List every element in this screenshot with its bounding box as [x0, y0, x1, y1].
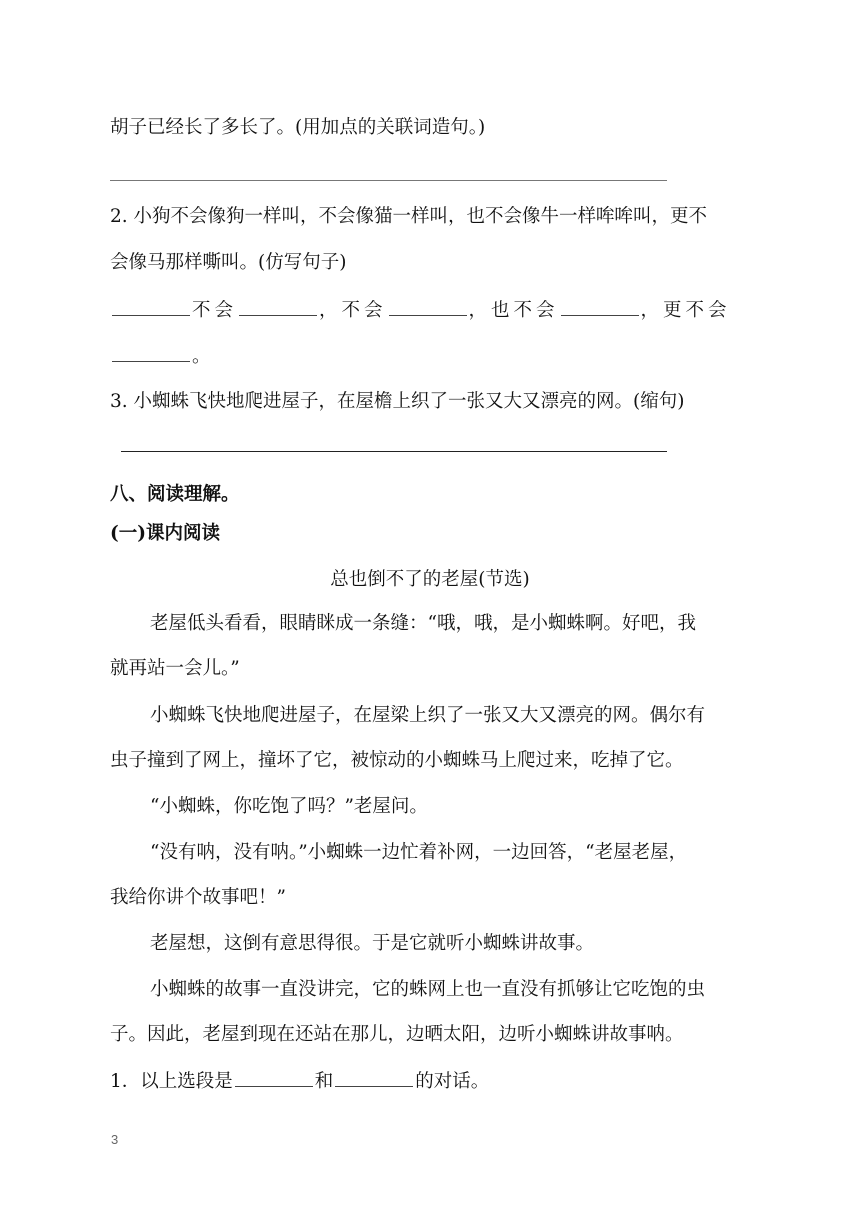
passage-paragraph-1: 老屋低头看看，眼睛眯成一条缝：“哦，哦，是小蜘蛛啊。好吧，我	[150, 613, 696, 634]
blank	[112, 343, 190, 362]
passage-paragraph-4: “没有呐，没有呐。”小蜘蛛一边忙着补网，一边回答，“老屋老屋，	[150, 842, 688, 863]
subsection-heading: (一)课内阅读	[110, 523, 221, 544]
passage-paragraph-6: 小蜘蛛的故事一直没讲完，它的蛛网上也一直没有抓够让它吃饱的虫	[150, 979, 706, 1000]
reading-question-1	[110, 1068, 489, 1095]
blank	[389, 297, 467, 316]
question-2-fill-end	[110, 343, 211, 370]
fill-word: 。	[192, 346, 211, 367]
question-text: 和	[314, 1071, 334, 1092]
passage-title: 总也倒不了的老屋(节选)	[330, 569, 530, 590]
fill-word: 不会	[192, 300, 238, 321]
question-2-fill-in	[110, 297, 731, 324]
passage-paragraph-3: “小蜘蛛，你吃饱了吗？”老屋问。	[150, 796, 428, 817]
passage-paragraph-1-cont: 就再站一会儿。”	[110, 658, 240, 679]
blank	[561, 297, 639, 316]
blank	[235, 1068, 313, 1087]
passage-paragraph-5: 老屋想，这倒有意思得很。于是它就听小蜘蛛讲故事。	[150, 933, 595, 954]
blank	[112, 297, 190, 316]
question-sentence-prev: 胡子已经长了多长了。(用加点的关联词造句。)	[110, 117, 486, 138]
blank	[335, 1068, 413, 1087]
passage-paragraph-6-cont: 子。因此，老屋到现在还站在那儿，边晒太阳，边听小蜘蛛讲故事呐。	[110, 1024, 684, 1045]
question-2-line-2: 会像马那样嘶叫。(仿写句子)	[110, 252, 347, 273]
answer-line-prev	[110, 180, 667, 181]
fill-word: ，也不会	[468, 300, 559, 321]
question-3: 3. 小蜘蛛飞快地爬进屋子，在屋檐上织了一张又大又漂亮的网。(缩句)	[110, 391, 685, 412]
passage-paragraph-2: 小蜘蛛飞快地爬进屋子，在屋梁上织了一张又大又漂亮的网。偶尔有	[150, 705, 706, 726]
fill-word: ，不会	[319, 300, 387, 321]
blank	[239, 297, 317, 316]
page-number: 3	[111, 1132, 119, 1147]
passage-paragraph-2-cont: 虫子撞到了网上，撞坏了它，被惊动的小蜘蛛马上爬过来，吃掉了它。	[110, 750, 684, 771]
passage-paragraph-4-cont: 我给你讲个故事吧！”	[110, 887, 286, 908]
question-text: 的对话。	[415, 1071, 490, 1092]
answer-line-3	[121, 451, 667, 452]
section-heading: 八、阅读理解。	[110, 484, 240, 505]
question-2-line-1: 2. 小狗不会像狗一样叫，不会像猫一样叫，也不会像牛一样哞哞叫，更不	[110, 206, 708, 227]
question-text: 1．以上选段是	[110, 1071, 233, 1092]
fill-word: ，更不会	[640, 300, 731, 321]
